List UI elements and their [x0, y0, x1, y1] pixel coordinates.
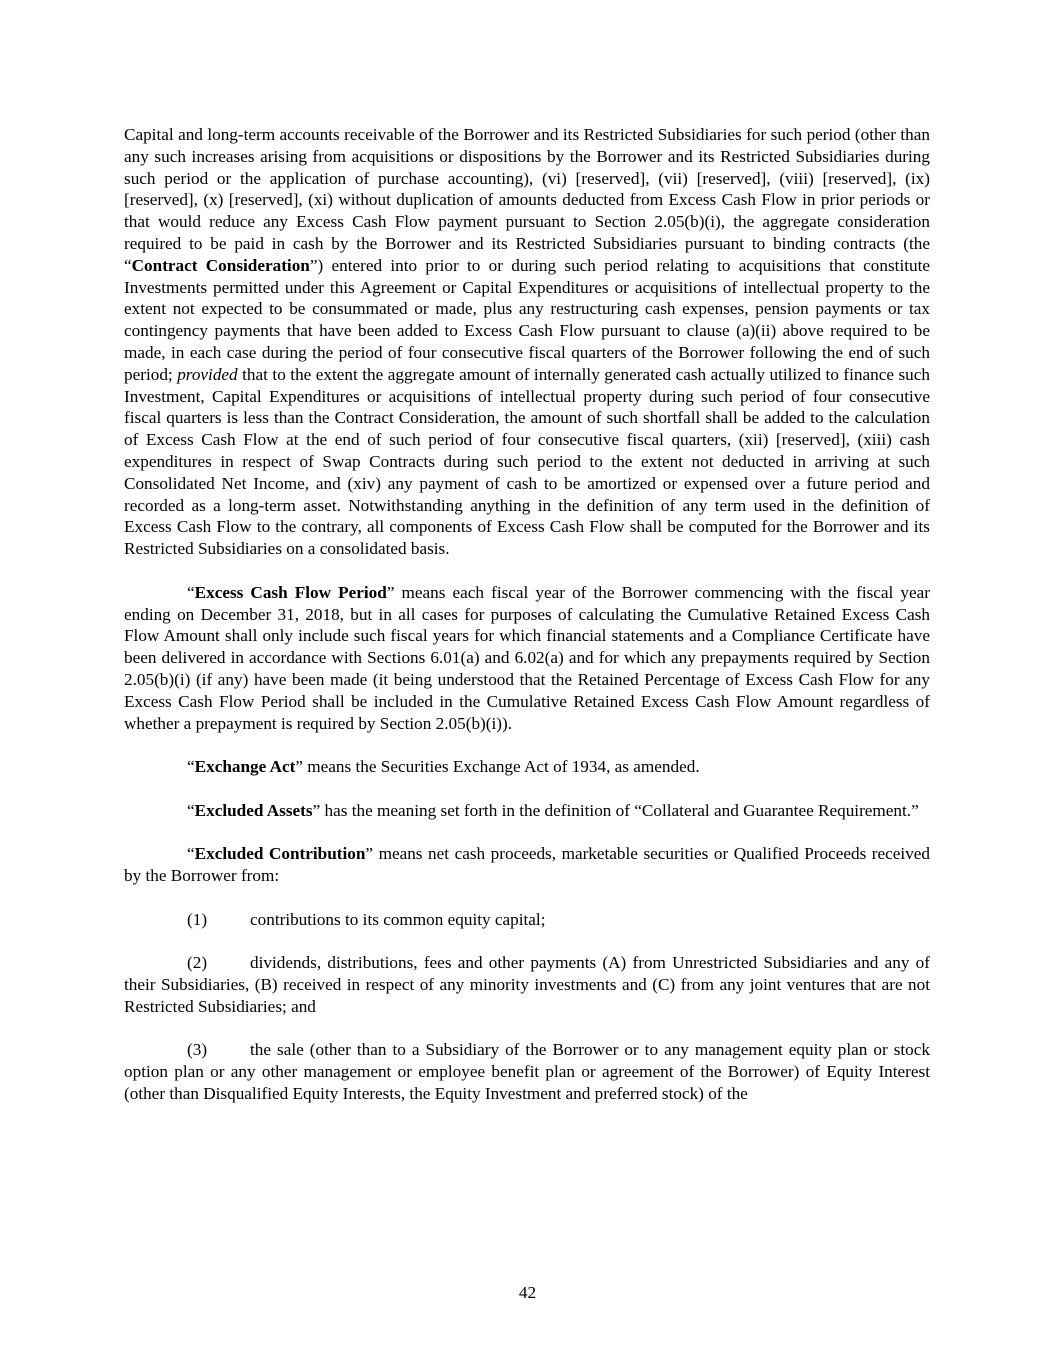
list-item-number: (2): [187, 953, 208, 973]
defined-term-contract-consideration: Contract Consideration: [131, 255, 310, 275]
list-item-2: (2) dividends, distributions, fees and other payments (A) from Unrestricted Subsidiaries and any of their Subsidiaries, (B) received in respect of any minority investments and (C) from any joint ventures that are not Restricted Subsidiaries; and: [124, 953, 930, 1016]
defined-term: Excluded Contribution: [194, 844, 366, 864]
defined-term: Excess Cash Flow Period: [194, 582, 387, 602]
excess-cash-flow-continuation-paragraph: Capital and long-term accounts receivable of the Borrower and its Restricted Subsidiaries for such period (other than any such increases arising from acquisitions or dispositions by the Borrower and its Restricted Subsidiaries during such period or the application of purchase accounting), (vi) [reserved], (vii) [reserved], (viii) [reserved], (ix) [reserved], (x) [reserved], (xi) without duplication of amounts deducted from Excess Cash Flow in prior periods or that would reduce any Excess Cash Flow payment pursuant to Section 2.05(b)(i), the aggregate consideration required to be paid in cash by the Borrower and its Restricted Subsidiaries pursuant to binding contracts (the “Contract Consideration”) entered into prior to or during such period relating to acquisitions that constitute Investments permitted under this Agreement or Capital Expenditures or acquisitions of intellectual property to the extent not expected to be consummated or made, plus any restructuring cash expenses, pension payments or tax contingency payments that have been added to Excess Cash Flow pursuant to clause (a)(ii) above required to be made, in each case during the period of four consecutive fiscal quarters of the Borrower following the end of such period; provided that to the extent the aggregate amount of internally generated cash actually utilized to finance such Investment, Capital Expenditures or acquisitions of intellectual property during such period of four consecutive fiscal quarters is less than the Contract Consideration, the amount of such shortfall shall be added to the calculation of Excess Cash Flow at the end of such period of four consecutive fiscal quarters, (xii) [reserved], (xiii) cash expenditures in respect of Swap Contracts during such period to the extent not deducted in arriving at such Consolidated Net Income, and (xiv) any payment of cash to be amortized or expensed over a future period and recorded as a long-term asset. Notwithstanding anything in the definition of any term used in the definition of Excess Cash Flow to the contrary, all components of Excess Cash Flow shall be computed for the Borrower and its Restricted Subsidiaries on a consolidated basis.: [124, 125, 930, 559]
list-item-number: (1): [187, 909, 208, 929]
provided-italic: provided: [177, 364, 238, 384]
definition-excluded-contribution: “Excluded Contribution” means net cash proceeds, marketable securities or Qualified Proceeds received by the Borrower from:: [124, 844, 931, 886]
list-item-1: (1) contributions to its common equity capital;: [187, 909, 546, 929]
page-number: 42: [518, 1283, 537, 1302]
defined-term: Exchange Act: [194, 757, 296, 777]
definition-excluded-assets: “Excluded Assets” has the meaning set forth in the definition of “Collateral and Guarantee Requirement.”: [187, 800, 919, 820]
list-item-number: (3): [187, 1040, 208, 1060]
definition-excess-cash-flow-period: “Excess Cash Flow Period” means each fiscal year of the Borrower commencing with the fiscal year ending on December 31, 2018, but in all cases for purposes of calculating the Cumulative Retained Excess Cash Flow Amount shall only include such fiscal years for which financial statements and a Compliance Certificate have been delivered in accordance with Sections 6.01(a) and 6.02(a) and for which any prepayments required by Section 2.05(b)(i) (if any) have been made (it being understood that the Retained Percentage of Excess Cash Flow for any Excess Cash Flow Period shall be included in the Cumulative Retained Excess Cash Flow Amount regardless of whether a prepayment is required by Section 2.05(b)(i)).: [124, 582, 930, 733]
definition-exchange-act: “Exchange Act” means the Securities Exchange Act of 1934, as amended.: [187, 757, 700, 777]
list-item-3: (3) the sale (other than to a Subsidiary of the Borrower or to any management equity plan or stock option plan or any other management or employee benefit plan or agreement of the Borrower) of Equity Interest (other than Disqualified Equity Interests, the Equity Investment and preferred stock) of the: [124, 1040, 930, 1104]
document-page: [124, 124, 930, 1105]
defined-term: Excluded Assets: [194, 800, 313, 820]
